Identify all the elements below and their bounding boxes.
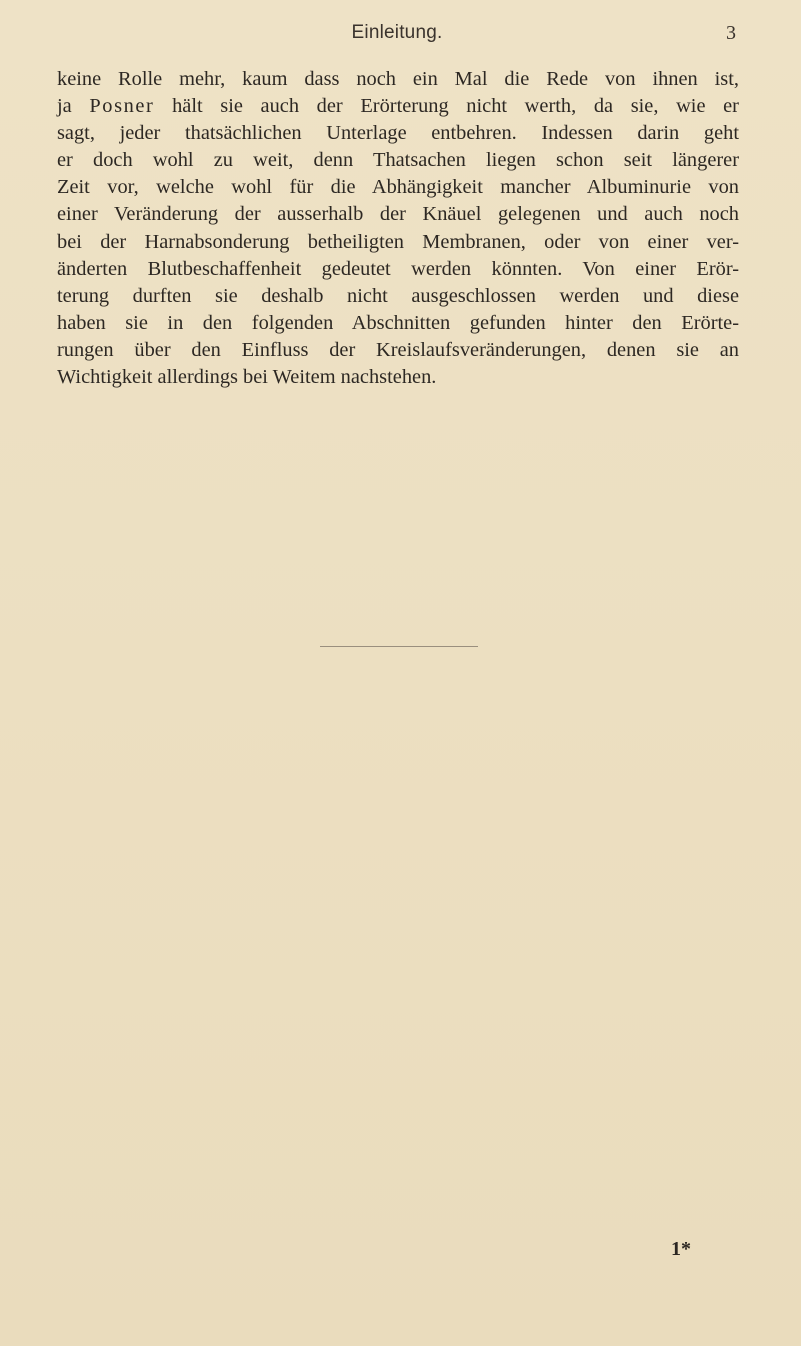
text-line-1: keine Rolle mehr, kaum dass noch ein Mal die Rede von ihnen ist, — [57, 68, 739, 90]
text-line-2-pre: ja — [57, 95, 90, 118]
text-line-2-post: hält sie auch der Erörterung nicht werth, da sie, wie er — [154, 95, 739, 118]
text-line-9: terung durften sie deshalb nicht ausgeschlossen werden und diese — [57, 284, 739, 307]
text-line-2 — [57, 93, 739, 120]
running-title: Einleitung. — [351, 22, 443, 43]
text-line-10: haben sie in den folgenden Abschnitten gefunden hinter den Erörte- — [57, 311, 739, 334]
text-line-8: änderten Blutbeschaffenheit gedeutet werden könnten. Von einer Erör- — [57, 257, 739, 280]
text-line-12: Wichtigkeit allerdings bei Weitem nachstehen. — [57, 366, 437, 389]
text-line-5: Zeit vor, welche wohl für die Abhängigkeit mancher Albuminurie von — [57, 176, 739, 199]
text-line-11: rungen über den Einfluss der Kreislaufsveränderungen, denen sie an — [57, 338, 739, 361]
text-line-6: einer Veränderung der ausserhalb der Knäuel gelegenen und auch noch — [57, 203, 739, 226]
page-number: 3 — [726, 22, 736, 44]
text-line-3: sagt, jeder thatsächlichen Unterlage entbehren. Indessen darin geht — [57, 122, 739, 145]
text-line-7: bei der Harnabsonderung betheiligten Membranen, oder von einer ver- — [57, 230, 739, 253]
text-line-4: er doch wohl zu weit, denn Thatsachen liegen schon seit längerer — [57, 149, 739, 172]
running-head — [58, 22, 736, 52]
footnote-rule — [320, 646, 478, 647]
author-name-posner: Posner — [89, 95, 155, 118]
signature-mark: 1* — [671, 1238, 691, 1260]
body-paragraph — [57, 66, 739, 391]
